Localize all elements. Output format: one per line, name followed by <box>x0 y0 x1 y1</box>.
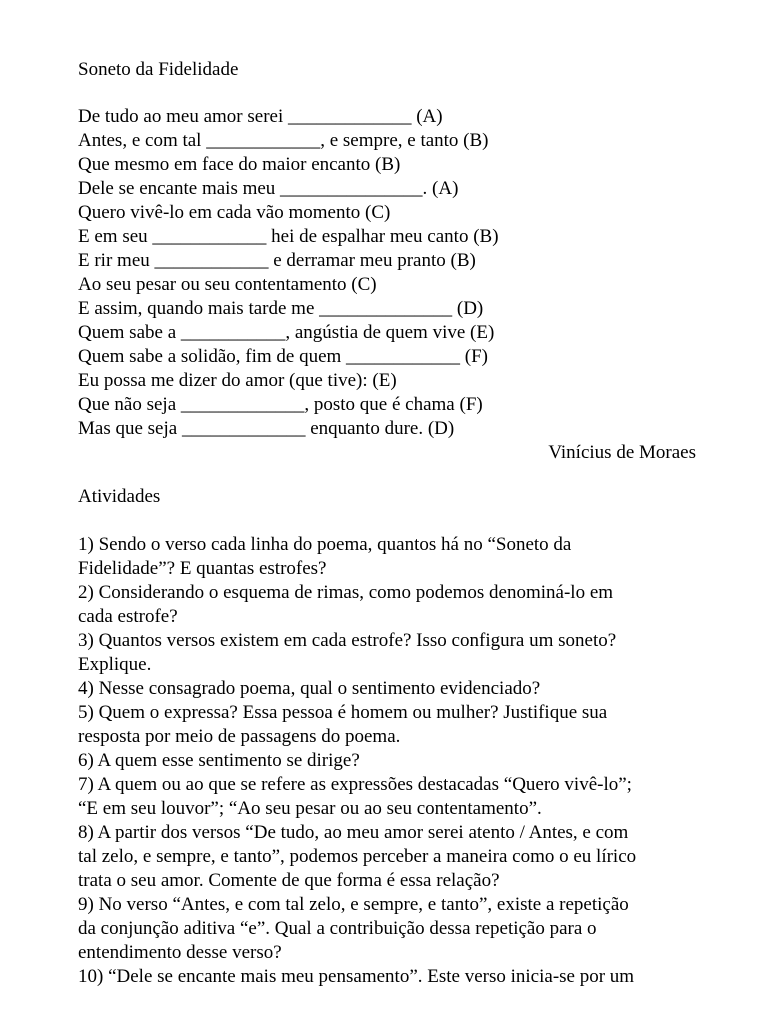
question-line: 4) Nesse consagrado poema, qual o sentimento evidenciado? <box>78 678 541 699</box>
poem-line: E rir meu ____________ e derramar meu pranto (B) <box>78 250 476 271</box>
question-line: resposta por meio de passagens do poema. <box>78 726 401 747</box>
activities-list <box>78 533 696 989</box>
question-line: Fidelidade”? E quantas estrofes? <box>78 558 327 579</box>
poem-title: Soneto da Fidelidade <box>78 59 239 80</box>
question-line: 2) Considerando o esquema de rimas, como podemos denominá-lo em <box>78 582 614 603</box>
question-line: 10) “Dele se encante mais meu pensamento”. Este verso inicia-se por um <box>78 966 635 987</box>
question-line: 5) Quem o expressa? Essa pessoa é homem ou mulher? Justifique sua <box>78 702 608 723</box>
question-line: 8) A partir dos versos “De tudo, ao meu amor serei atento / Antes, e com <box>78 822 629 843</box>
poem-line: Quem sabe a ___________, angústia de quem vive (E) <box>78 322 495 343</box>
question-line: 7) A quem ou ao que se refere as expressões destacadas “Quero vivê-lo”; <box>78 774 632 795</box>
question-line: 3) Quantos versos existem em cada estrofe? Isso configura um soneto? <box>78 630 617 651</box>
document-page <box>78 58 696 989</box>
question-line: 6) A quem esse sentimento se dirige? <box>78 750 360 771</box>
question-line: “E em seu louvor”; “Ao seu pesar ou ao seu contentamento”. <box>78 798 542 819</box>
poem-line: Ao seu pesar ou seu contentamento (C) <box>78 274 377 295</box>
poem-line: Antes, e com tal ____________, e sempre, e tanto (B) <box>78 130 489 151</box>
question-line: 1) Sendo o verso cada linha do poema, quantos há no “Soneto da <box>78 534 572 555</box>
question-line: tal zelo, e sempre, e tanto”, podemos perceber a maneira como o eu lírico <box>78 846 637 867</box>
poem-line: E assim, quando mais tarde me ______________ (D) <box>78 298 484 319</box>
poem-line: Quem sabe a solidão, fim de quem ____________ (F) <box>78 346 489 367</box>
poem-line: Mas que seja _____________ enquanto dure. (D) <box>78 418 455 439</box>
question-line: entendimento desse verso? <box>78 942 282 963</box>
poem-body <box>78 105 696 441</box>
activities-heading: Atividades <box>78 486 161 507</box>
poem-line: Eu possa me dizer do amor (que tive): (E) <box>78 370 397 391</box>
poem-line: Quero vivê-lo em cada vão momento (C) <box>78 202 391 223</box>
poem-line: Dele se encante mais meu _______________. (A) <box>78 178 459 199</box>
poem-line: E em seu ____________ hei de espalhar meu canto (B) <box>78 226 499 247</box>
question-line: trata o seu amor. Comente de que forma é essa relação? <box>78 870 500 891</box>
poem-line: Que mesmo em face do maior encanto (B) <box>78 154 401 175</box>
question-line: 9) No verso “Antes, e com tal zelo, e sempre, e tanto”, existe a repetição <box>78 894 629 915</box>
question-line: cada estrofe? <box>78 606 178 627</box>
poem-line: Que não seja _____________, posto que é chama (F) <box>78 394 483 415</box>
poem-author: Vinícius de Moraes <box>548 442 696 463</box>
poem-line: De tudo ao meu amor serei _____________ (A) <box>78 106 443 127</box>
question-line: da conjunção aditiva “e”. Qual a contribuição dessa repetição para o <box>78 918 597 939</box>
question-line: Explique. <box>78 654 152 675</box>
